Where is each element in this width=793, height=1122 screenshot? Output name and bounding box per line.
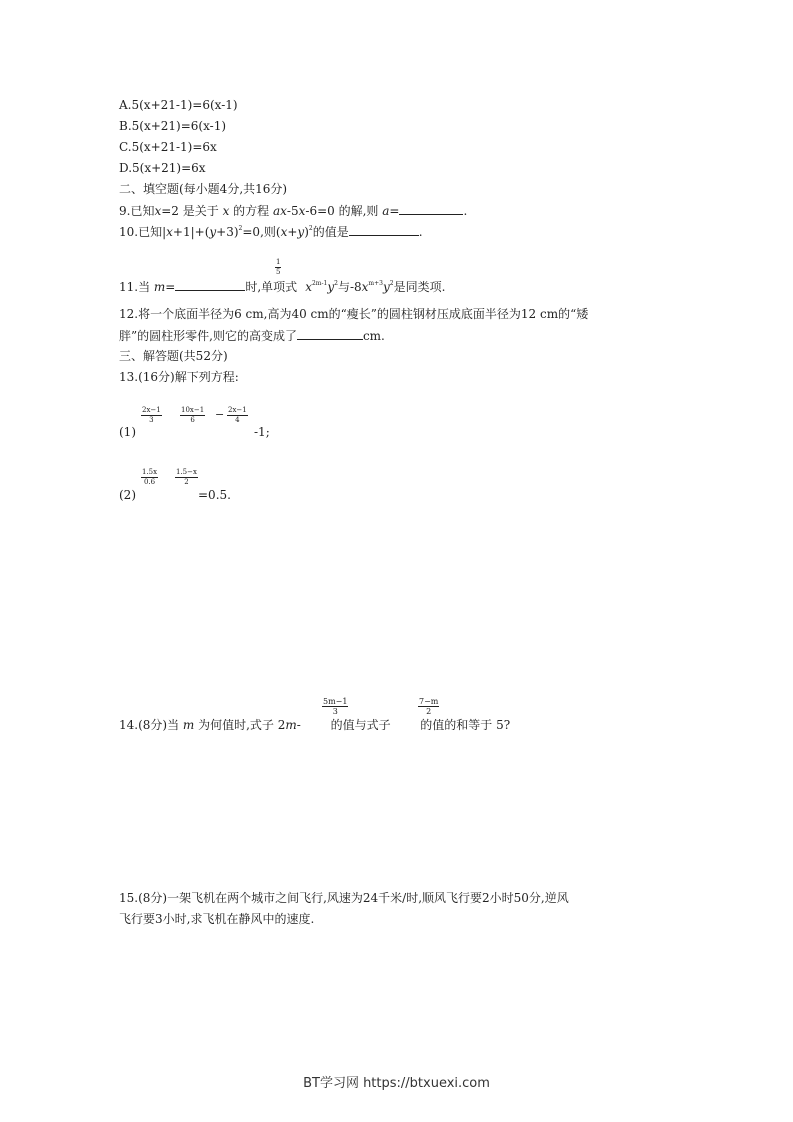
question-13-title: 13.(16分)解下列方程: [119,370,239,384]
fraction-denominator: 3 [149,416,154,424]
q9-text: -6=0 的解,则 [305,204,383,218]
q11-var: m [153,280,166,294]
q11-var: x [305,280,312,294]
q10-exponent: 2 [308,225,313,232]
q11-var: y [382,280,390,294]
q9-text: -5 [286,204,299,218]
q10-text: 10.已知| [119,225,167,239]
question-12-line-2 [119,327,385,344]
question-13-part-2 [119,487,231,503]
q10-var: y [209,225,217,239]
q9-var: x [154,204,162,218]
q14-text: 的值的和等于 5? [416,718,511,732]
q14-fraction-2 [418,697,439,716]
q14-text: 为何值时,式子 2 [194,718,286,732]
question-12-line-1: 12.将一个底面半径为6 cm,高为40 cm的“瘦长”的圆柱钢材压成底面半径为12 cm的“矮 [119,307,589,321]
q14-text: - [296,718,301,732]
answer-blank[interactable] [297,327,363,340]
option-d: D.5(x+21)=6x [119,161,206,175]
answer-blank[interactable] [399,202,463,215]
answer-blank[interactable] [349,223,419,236]
q11-var: y [327,280,335,294]
q9-text: 9.已知 [119,204,155,218]
q11-text: 11.当 [119,280,154,294]
q14-fraction-1 [322,697,348,716]
option-b: B.5(x+21)=6(x-1) [119,119,227,133]
q10-var: x [280,225,288,239]
fraction-numerator: 1 [276,258,281,266]
question-9 [119,202,467,219]
fraction-denominator: 5 [276,268,281,276]
fraction-numerator: 1.5x [142,468,158,476]
fraction-denominator: 2 [184,478,189,486]
q14-var: m [182,718,195,732]
fraction-denominator: 0.6 [143,478,156,486]
q11-exponent: 2 [389,280,394,287]
q10-text: +3) [216,225,239,239]
q14-var: m [285,718,297,732]
q11-text: = [165,280,176,294]
q10-exponent: 2 [238,225,243,232]
part-label: (1) [119,425,136,439]
fraction-denominator: 2 [426,707,432,716]
q10-var: y [297,225,305,239]
q13-1-minus: − [215,408,225,421]
section-heading-solve: 三、解答题(共52分) [119,349,228,363]
section-heading-fill-in: 二、填空题(每小题4分,共16分) [119,182,288,196]
q13-2-text: =0.5. [198,488,231,502]
fraction-denominator: 6 [190,416,195,424]
fraction-denominator: 4 [235,416,240,424]
q10-text: 的值是 [312,225,349,239]
q13-2-fraction-1 [141,468,158,487]
q11-text: 是同类项. [393,280,446,294]
q9-var: a [382,204,390,218]
q12-text: cm. [362,329,385,343]
q13-1-fraction-2 [180,406,205,425]
q13-1-text: -1; [254,425,270,439]
question-15-line-1: 15.(8分)一架飞机在两个城市之间飞行,风速为24千米/时,顺风飞行要2小时50分,逆风 [119,891,569,905]
q11-text: 时,单项式 [245,280,298,294]
q11-exponent: m+3 [368,280,383,287]
q11-exponent: 2m-1 [311,280,328,287]
q11-exponent: 2 [334,280,338,287]
part-label: (2) [119,488,136,502]
question-14 [119,717,510,733]
q14-text: 14.(8分)当 [119,718,183,732]
q10-text: . [418,225,423,239]
q9-text: 的方程 [229,204,273,218]
q10-var: x [166,225,173,239]
q11-text: 与-8 [337,280,362,294]
fraction-numerator: 2x−1 [228,406,247,414]
q13-1-fraction-3 [227,406,248,425]
question-11 [119,278,445,295]
q11-var: x [361,280,369,294]
option-a: A.5(x+21-1)=6(x-1) [119,98,238,112]
fraction-numerator: 2x−1 [142,406,161,414]
option-c: C.5(x+21-1)=6x [119,140,217,154]
answer-blank[interactable] [175,278,245,291]
question-10 [119,223,423,240]
q10-text: ) [304,225,309,239]
fraction-numerator: 1.5−x [176,468,197,476]
question-15-line-2: 飞行要3小时,求飞机在静风中的速度. [119,912,315,926]
q9-var: x [298,204,306,218]
fraction-numerator: 5m−1 [323,697,348,706]
fraction-numerator: 7−m [419,697,439,706]
q12-text: 胖”的圆柱形零件,则它的高变成了 [119,329,297,343]
q9-text: =2 是关于 [161,204,223,218]
q9-var: x [222,204,230,218]
q9-text: . [463,204,468,218]
site-footer-watermark[interactable]: BT学习网 https://btxuexi.com [303,1076,490,1091]
q10-text: +1|+( [172,225,210,239]
q13-1-fraction-1 [141,406,162,425]
q10-text: =0,则( [242,225,281,239]
q13-2-fraction-2 [175,468,198,487]
q11-fraction [275,258,281,277]
fraction-denominator: 3 [332,707,338,716]
question-13-part-1 [119,424,270,440]
q9-text: = [389,204,400,218]
fraction-numerator: 10x−1 [181,406,205,414]
q10-text: + [287,225,298,239]
q9-var: ax [272,204,287,218]
q14-text: 的值与式子 [326,718,395,732]
